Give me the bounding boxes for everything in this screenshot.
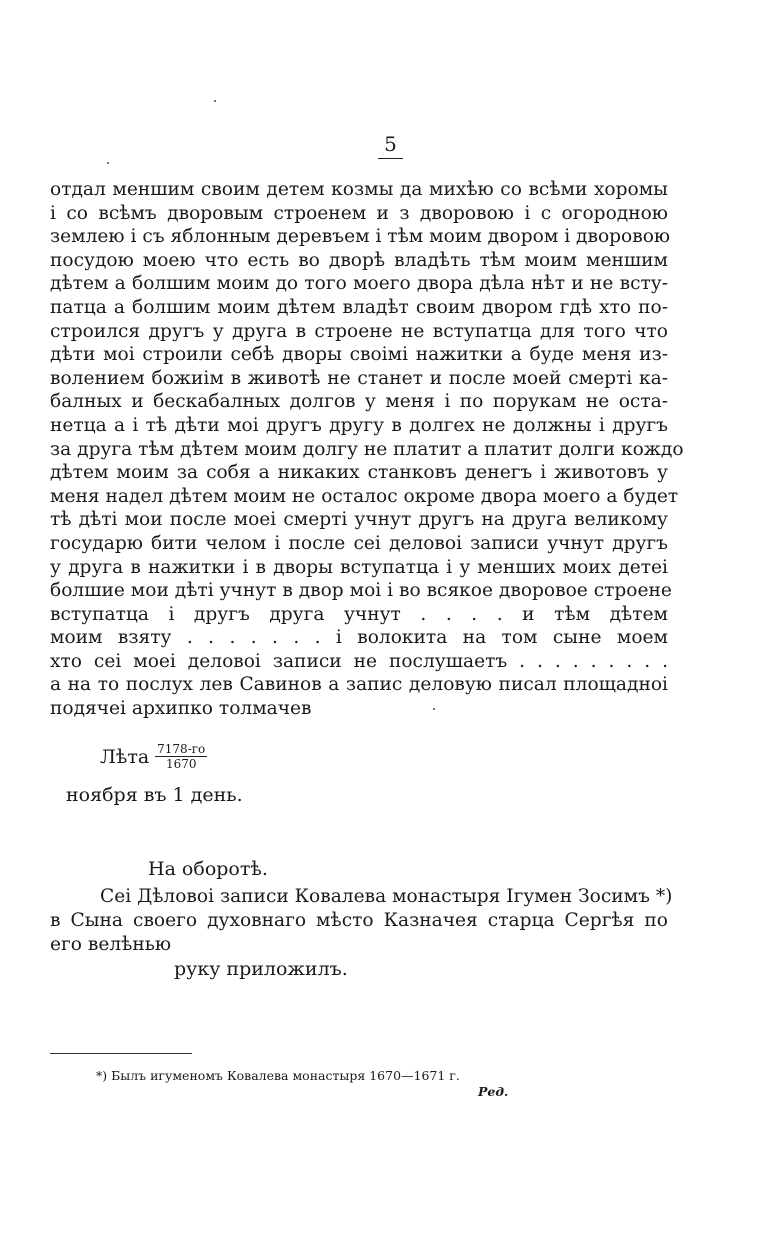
verso-line: в Сына своего духовнаго мѣсто Казначея старца Сергѣя по — [50, 910, 668, 931]
text-line: болшие мои дѣті учнут в двор моі і во всякое дворовое строене — [50, 580, 672, 602]
verso-line: Сеі Дѣловоі записи Ковалева монастыря Ігумен Зосимъ *) — [100, 886, 673, 907]
text-line: за друга тѣм дѣтем моим долгу не платит а платит долги кождо — [50, 438, 684, 460]
document-body — [50, 178, 684, 721]
text-line: строился другъ у друга в строене не вступатца для того что — [50, 320, 668, 342]
text-line: дѣти моі строили себѣ дворы своімі нажитки а буде меня из- — [50, 344, 668, 366]
text-line: тѣ дѣті мои после моеі смерті учнут другъ на друга великому — [50, 509, 668, 531]
date-day: ноября въ 1 день. — [66, 784, 243, 806]
editor-mark: Ред. — [478, 1084, 509, 1099]
text-line: патца а болшим моим дѣтем владѣт своим двором гдѣ хто по- — [50, 296, 668, 318]
text-line: посудою моею что есть во дворѣ владѣть тѣм моим меншим — [50, 249, 668, 271]
text-line: государю бити челом і после сеі деловоі записи учнут другъ — [50, 532, 668, 554]
text-line: у друга в нажитки і в дворы вступатца і у менших моих детеі — [50, 556, 668, 578]
text-line: моим взяту . . . . . . . і волокита на том сыне моем — [50, 627, 668, 649]
footnote-text: *) Былъ игуменомъ Ковалева монастыря 1670—1671 г. — [96, 1068, 460, 1083]
scan-speck — [433, 708, 435, 710]
signoff: руку приложилъ. — [174, 958, 348, 980]
text-line: меня надел дѣтем моим не осталос окроме двора моего а будет — [50, 485, 679, 507]
text-line: землею і съ яблонным деревъем і тѣм моим двором і дворовою — [50, 226, 671, 248]
text-line: отдал меншим своим детем козмы да михѣю со всѣми хоромы — [50, 179, 668, 200]
scan-speck — [107, 162, 109, 164]
verso-line: его велѣнью — [50, 934, 172, 955]
footnote-divider — [50, 1053, 192, 1054]
year-denominator: 1670 — [165, 757, 197, 771]
verso-text — [50, 885, 673, 957]
text-line: а на то послух лев Савинов а запис деловую писал площадноі — [50, 674, 668, 696]
text-line: волением божиім в животѣ не станет и после моей смерті ка- — [50, 367, 668, 389]
page-number: 5 — [0, 132, 781, 156]
text-line: балных и бескабалных долгов у меня і по порукам не оста- — [50, 391, 668, 413]
text-line: подячеі архипко толмачев — [50, 698, 312, 720]
year-fraction — [155, 742, 207, 771]
date-year — [100, 742, 207, 771]
text-line: нетца а і тѣ дѣти моі другъ другу в долгех не должны і другъ — [50, 414, 668, 436]
text-line: дѣтем моим за собя а никаких станковъ денегъ і животовъ у — [50, 462, 668, 484]
scan-speck — [214, 100, 216, 102]
text-line: хто сеі моеі деловоі записи не послушаетъ . . . . . . . . . — [50, 650, 668, 672]
text-line: і со всѣмъ дворовым строенем и з дворовою і с огородною — [50, 202, 668, 224]
year-numerator: 7178-го — [157, 742, 206, 756]
text-line: вступатца і другъ друга учнут . . . . и тѣм дѣтем — [50, 603, 668, 625]
year-word: Лѣта — [100, 745, 150, 768]
verso-heading: На оборотѣ. — [148, 858, 268, 880]
text-line: дѣтем а болшим моим до того моего двора дѣла нѣт и не всту- — [50, 273, 668, 295]
